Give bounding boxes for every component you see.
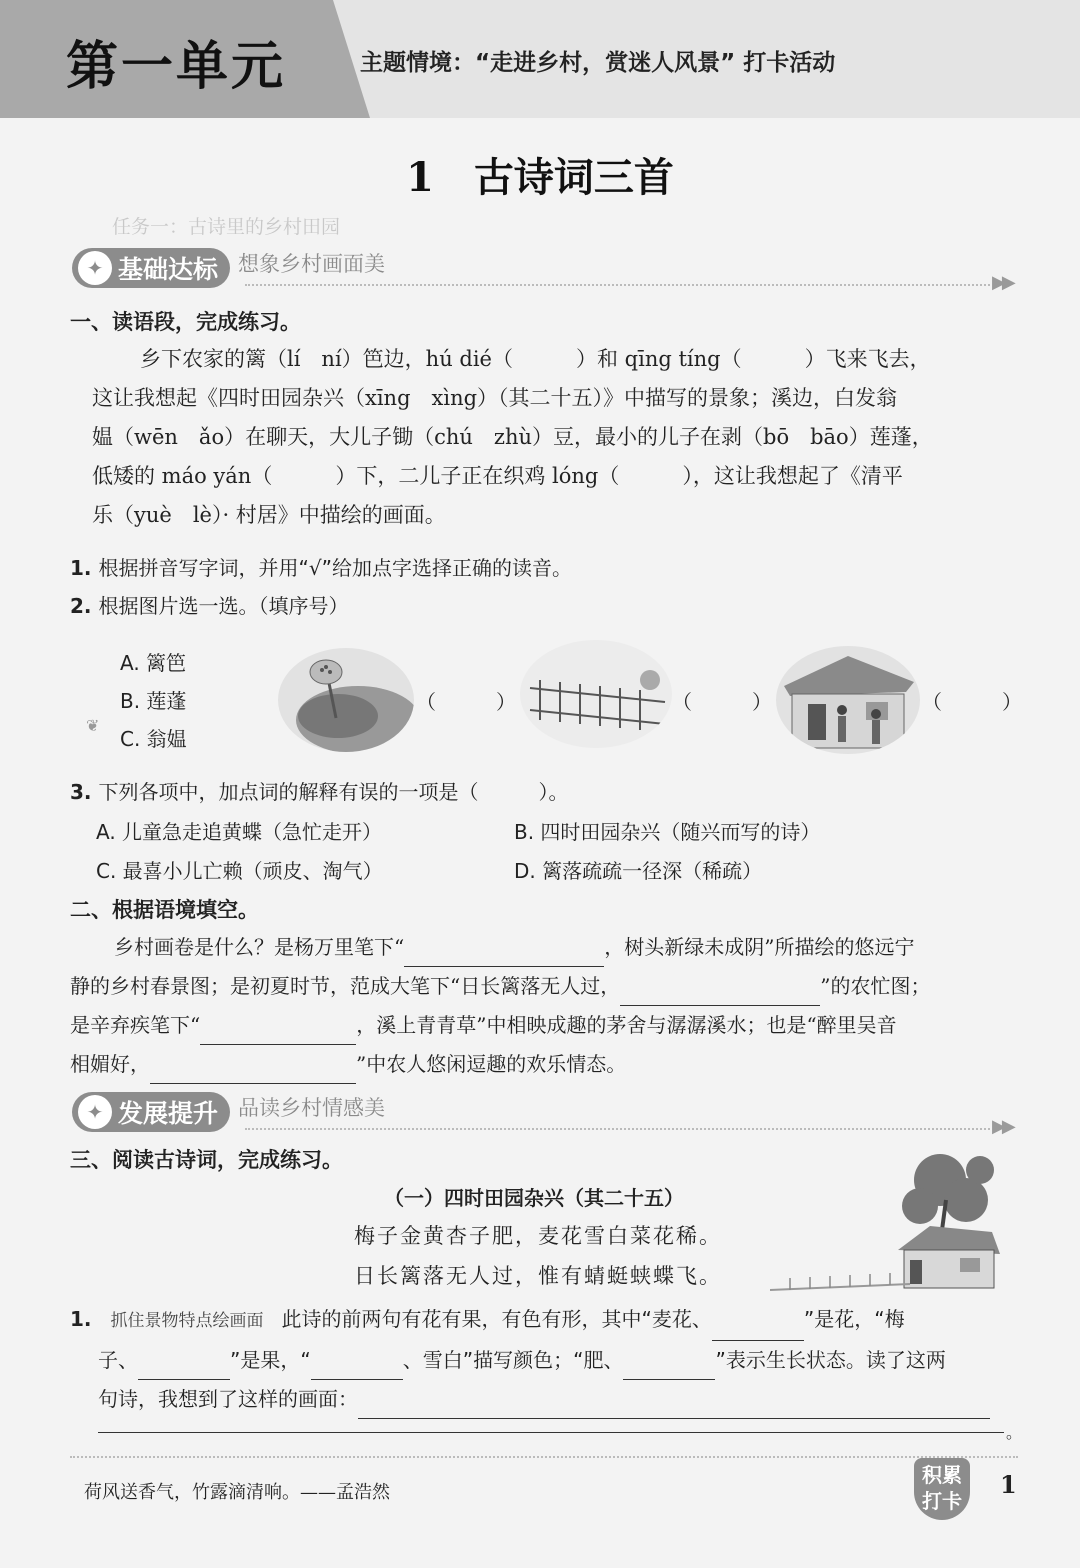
- lightbulb-icon: ✦: [78, 1095, 112, 1129]
- end-mark: 。: [1006, 1423, 1023, 1442]
- fill-blank[interactable]: [138, 1359, 230, 1380]
- q2-line: 相媚好， ”中农人悠闲逗趣的欢乐情态。: [70, 1045, 1020, 1084]
- choice-c: C. 最喜小儿亡赖（顽皮、淘气）: [96, 859, 383, 883]
- footer-quote: 荷风送香气，竹露滴清响。——孟浩然: [84, 1482, 390, 1503]
- section1-pill: [72, 248, 230, 288]
- q1-1-text: 根据拼音写字词，并用“√”给加点字选择正确的读音。: [98, 556, 572, 580]
- lesson-name: 古诗词三首: [473, 154, 674, 201]
- passage-line: 乡下农家的篱（lí ní）笆边，hú dié（ ）和 qīng tíng（ ）飞来飞去，: [140, 347, 931, 371]
- section1-pill-label: 基础达标: [118, 255, 219, 284]
- passage-line: 低矮的 máo yán（ ）下，二儿子正在织鸡 lóng（ ），这让我想起了《清平: [92, 464, 903, 488]
- option-c: C. 翁媪: [120, 727, 187, 751]
- q2-line: 静的乡村春景图；是初夏时节，范成大笔下“日长篱落无人过， ”的农忙图；: [70, 967, 1020, 1006]
- badge-icon: [914, 1458, 970, 1520]
- poem-title: （一）四时田园杂兴（其二十五）: [384, 1186, 684, 1210]
- choice-a: A. 儿童急走追黄蝶（急忙走开）: [96, 820, 383, 844]
- footer-divider: [70, 1456, 1018, 1458]
- answer-paren-3[interactable]: （ ）: [922, 690, 1022, 714]
- fill-blank[interactable]: [620, 985, 820, 1006]
- page-number: 1: [1000, 1470, 1017, 1499]
- q1-3: 3. 下列各项中，加点词的解释有误的一项是（ ）。: [70, 780, 569, 804]
- q3-heading: 三、阅读古诗词，完成练习。: [70, 1148, 343, 1172]
- lesson-number: 1: [406, 154, 434, 201]
- choice-b: B. 四时田园杂兴（随兴而写的诗）: [514, 820, 821, 844]
- answer-line[interactable]: [98, 1432, 1004, 1433]
- theme-text: 主题情境：“走进乡村，赏迷人风景” 打卡活动: [360, 50, 836, 76]
- poem-line: 日长篱落无人过，惟有蜻蜓蛱蝶飞。: [354, 1264, 722, 1288]
- cottage-image: [776, 646, 920, 754]
- lotus-image: [278, 648, 414, 752]
- double-arrow-icon: ▶▶: [992, 272, 1012, 293]
- section1-subtitle: 想象乡村画面美: [238, 252, 386, 276]
- section2-header: [72, 1092, 385, 1132]
- fill-blank[interactable]: [200, 1024, 356, 1045]
- badge-line: 打卡: [922, 1489, 962, 1513]
- q1-1: 1. 根据拼音写字词，并用“√”给加点字选择正确的读音。: [70, 556, 572, 580]
- fill-blank[interactable]: [311, 1359, 403, 1380]
- leaf-icon: ❦: [86, 716, 100, 735]
- fill-blank[interactable]: [712, 1320, 804, 1341]
- q3-1-tag: 抓住景物特点绘画面: [110, 1311, 264, 1331]
- passage: [92, 340, 1012, 535]
- q1-heading: 一、读语段，完成练习。: [70, 310, 301, 334]
- farmhouse-image: [770, 1150, 1010, 1300]
- section2-pill: [72, 1092, 230, 1132]
- q1-2: 2. 根据图片选一选。（填序号）: [70, 594, 349, 618]
- passage-line: 乐（yuè lè）· 村居》中描绘的画面。: [92, 503, 446, 527]
- option-a: A. 篱笆: [120, 651, 187, 675]
- answer-paren-2[interactable]: （ ）: [672, 690, 772, 714]
- section1-header: [72, 248, 385, 288]
- q1-3-text: 下列各项中，加点词的解释有误的一项是（ ）。: [98, 780, 569, 804]
- section2-subtitle: 品读乡村情感美: [238, 1096, 386, 1120]
- picture-options: [120, 644, 187, 758]
- option-b: B. 莲蓬: [120, 689, 187, 713]
- q3-1: 1. 抓住景物特点绘画面 此诗的前两句有花有果，有色有形，其中“麦花、 ”是花，“梅 子、 ”是果，“ 、雪白”描写颜色；“肥、 ”表示生长状态。读了这两 句诗，我想到了这样的画面：: [70, 1300, 1018, 1419]
- q2-heading: 二、根据语境填空。: [70, 898, 259, 922]
- answer-paren-1[interactable]: （ ）: [416, 690, 516, 714]
- fill-blank[interactable]: [150, 1063, 356, 1084]
- passage-line: 这让我想起《四时田园杂兴（xīng xìng）（其二十五）》中描写的景象；溪边，白发翁: [92, 386, 898, 410]
- section1-divider: [245, 284, 990, 286]
- badge-line: 积累: [922, 1463, 962, 1487]
- fill-blank[interactable]: [623, 1359, 715, 1380]
- fill-blank[interactable]: [358, 1398, 990, 1419]
- section2-divider: [245, 1128, 990, 1130]
- q2-line: 是辛弃疾笔下“ ，溪上青青草”中相映成趣的茅舍与潺潺溪水；也是“醉里吴音: [70, 1006, 1020, 1045]
- passage-line: 媪（wēn ǎo）在聊天，大儿子锄（chú zhù）豆，最小的儿子在剥（bō bāo）莲蓬，: [92, 425, 933, 449]
- q2-line: 乡村画卷是什么？是杨万里笔下“ ，树头新绿未成阴”所描绘的悠远宁: [70, 928, 1020, 967]
- unit-title: 第一单元: [66, 37, 287, 97]
- double-arrow-icon: ▶▶: [992, 1116, 1012, 1137]
- lightbulb-icon: ✦: [78, 251, 112, 285]
- lesson-title: [0, 146, 1080, 203]
- choice-d: D. 篱落疏疏一径深（稀疏）: [514, 859, 763, 883]
- section2-pill-label: 发展提升: [118, 1099, 219, 1128]
- q1-2-text: 根据图片选一选。（填序号）: [98, 594, 349, 618]
- q2-body: [70, 928, 1020, 1084]
- fill-blank[interactable]: [404, 946, 604, 967]
- fence-image: [520, 640, 672, 748]
- poem-line: 梅子金黄杏子肥，麦花雪白菜花稀。: [354, 1224, 722, 1248]
- task-line: 任务一：古诗里的乡村田园: [112, 216, 341, 238]
